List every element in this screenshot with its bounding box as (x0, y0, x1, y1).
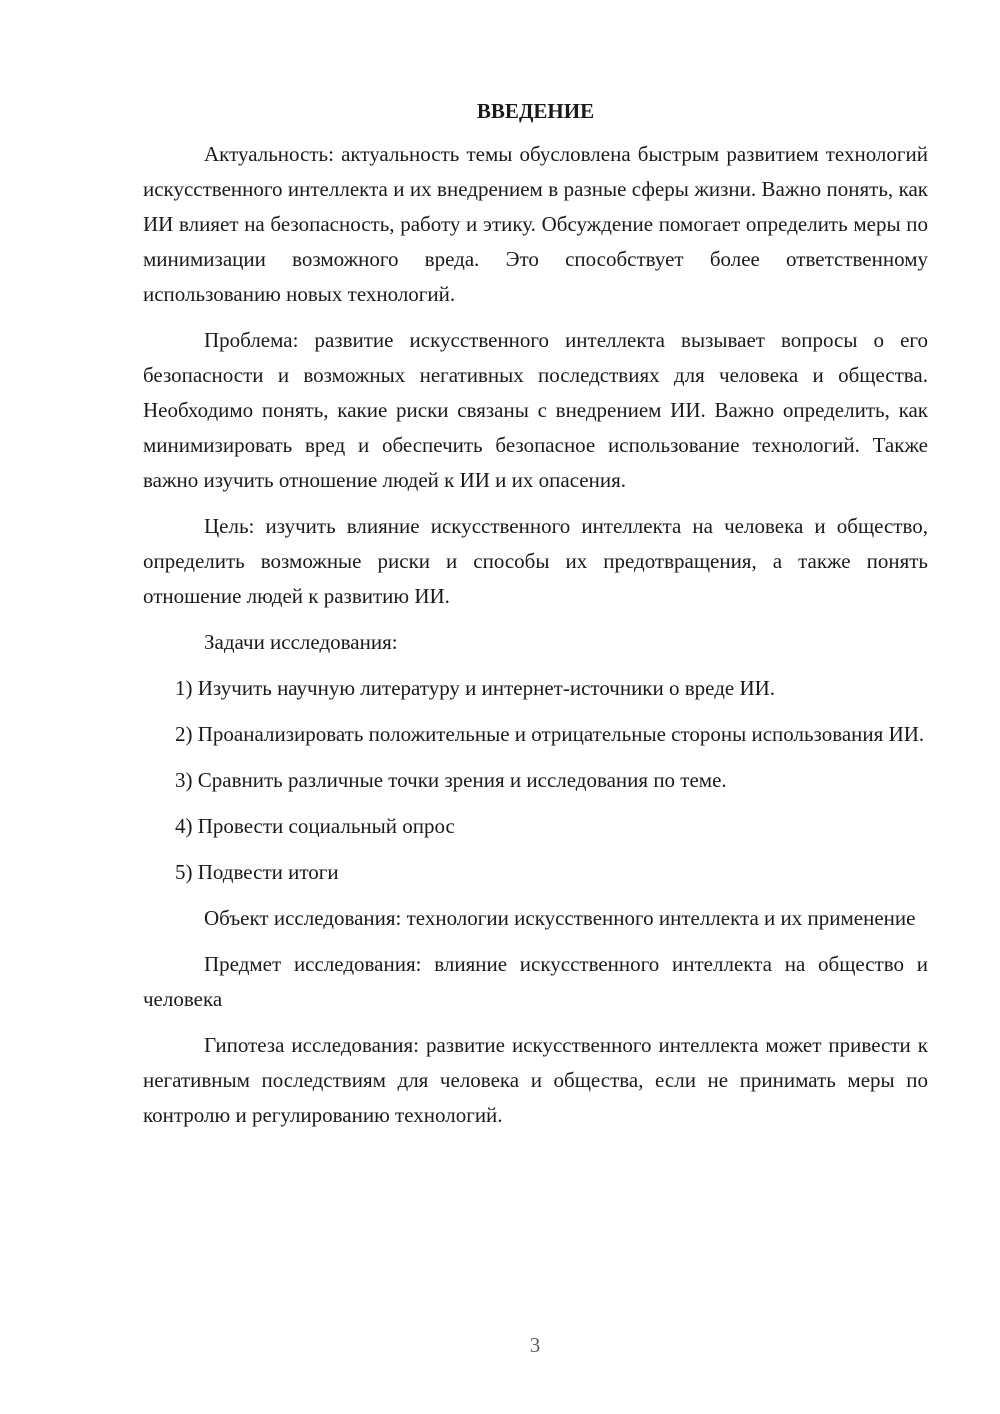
task-item-4: 4) Провести социальный опрос (175, 814, 455, 838)
task-item-5: 5) Подвести итоги (175, 860, 339, 884)
object-paragraph: Объект исследования: технологии искусственного интеллекта и их применение (204, 906, 916, 930)
section-heading: ВВЕДЕНИЕ (476, 99, 595, 123)
page-number: 3 (529, 1333, 541, 1357)
goal-paragraph: Цель: изучить влияние искусственного интеллекта на человека и общество, определить возможные риски и способы их предотвращения, а также понять отношение людей к развитию ИИ. (143, 514, 928, 608)
task-item-2: 2) Проанализировать положительные и отрицательные стороны использования ИИ. (175, 722, 925, 746)
problem-paragraph: Проблема: развитие искусственного интеллекта вызывает вопросы о его безопасности и возможных негативных последствиях для человека и общества. Необходимо понять, какие риски связаны с внедрением ИИ. Важно определить, как минимизировать вред и обеспечить безопасное использование технологий. Также важно изучить отношение людей к ИИ и их опасения. (143, 328, 928, 492)
tasks-heading: Задачи исследования: (204, 630, 398, 654)
task-item-1: 1) Изучить научную литературу и интернет-источники о вреде ИИ. (175, 676, 776, 700)
task-item-3: 3) Сравнить различные точки зрения и исследования по теме. (175, 768, 727, 792)
relevance-paragraph: Актуальность: актуальность темы обусловлена быстрым развитием технологий искусственного интеллекта и их внедрением в разные сферы жизни. Важно понять, как ИИ влияет на безопасность, работу и этику. Обсуждение помогает определить меры по минимизации возможного вреда. Это способствует более ответственному использованию новых технологий. (143, 142, 928, 306)
hypothesis-paragraph: Гипотеза исследования: развитие искусственного интеллекта может привести к негативным последствиям для человека и общества, если не принимать меры по контролю и регулированию технологий. (143, 1033, 928, 1127)
subject-paragraph: Предмет исследования: влияние искусственного интеллекта на общество и человека (143, 952, 928, 1011)
page-body (143, 96, 928, 1144)
